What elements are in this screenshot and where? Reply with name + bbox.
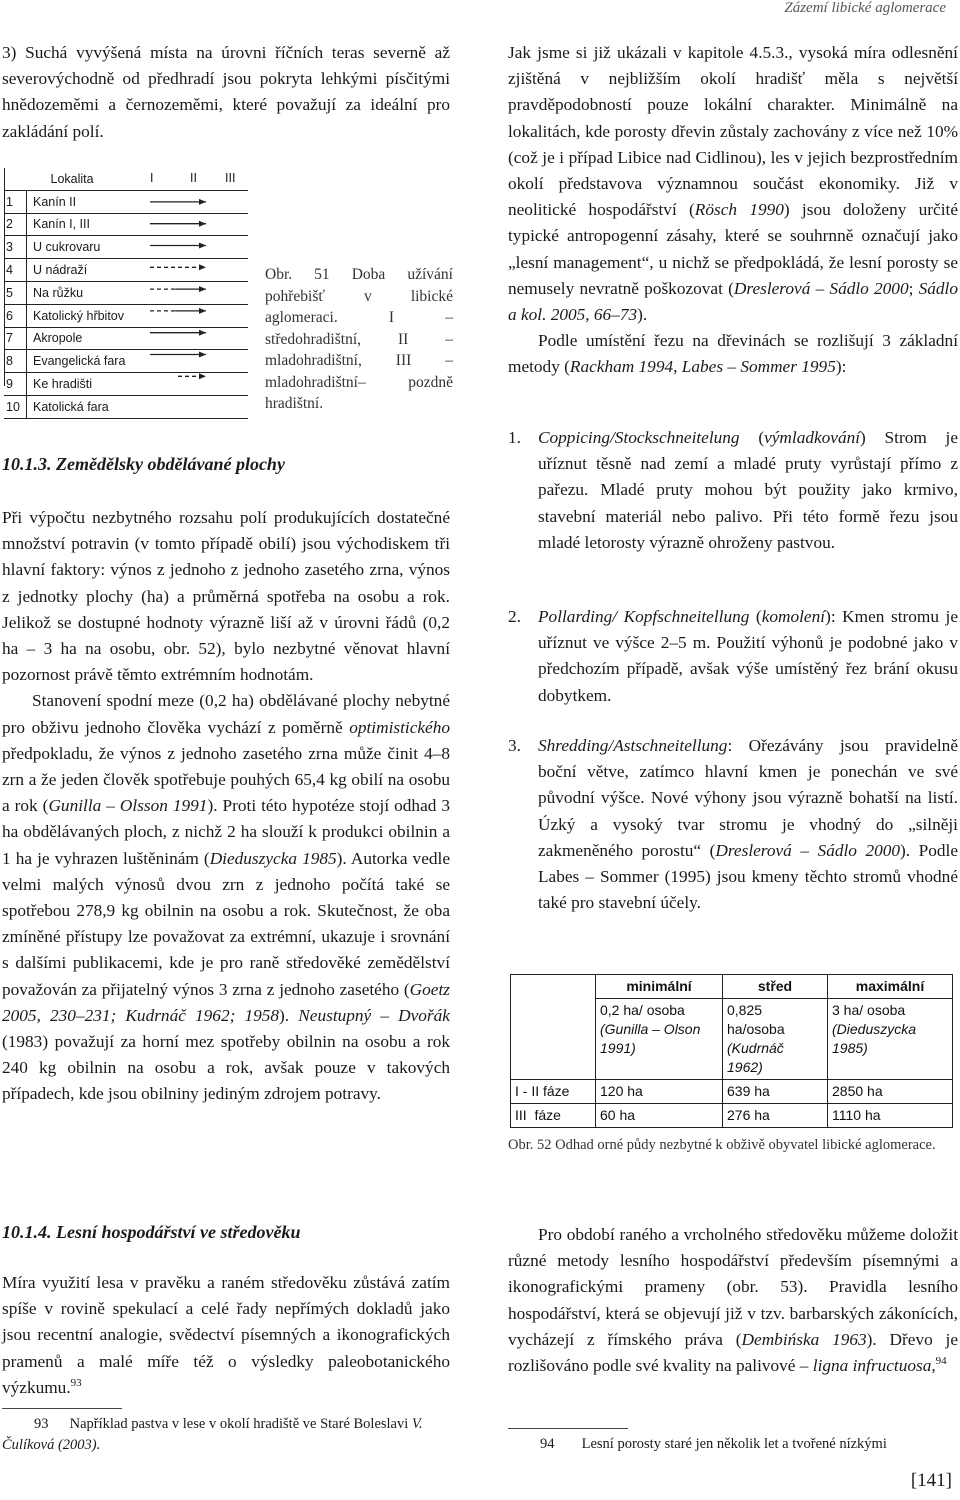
period-label-1: I bbox=[150, 171, 154, 185]
locality-number: 7 bbox=[4, 327, 27, 350]
row-label: I - II fáze bbox=[511, 1080, 596, 1104]
section-10-1-3-body bbox=[2, 505, 450, 1108]
usage-bar bbox=[150, 264, 206, 270]
footnote-94: 94 Lesní porosty staré jen několik let a tvořené nízkými bbox=[540, 1436, 887, 1452]
locality-number: 1 bbox=[4, 190, 27, 213]
method-item-3: 3. Shredding/Astschneitellung: Ořezávány jsou pravidelně boční větve, zatímco hlavní kmen je ponechán ve své původní výšce. Nové výhony jsou výrazně bohatší na listí. Úzký a vysoký tvar stromu je vhodný do „silněji zakmeněného porostu“ (Dreslerová – Sádlo 2000). Podle Labes – Sommer (1995) jsou kmeny těchto stromů vhodné také pro stavební účely. bbox=[508, 736, 959, 913]
col-header-min: minimální bbox=[596, 975, 723, 999]
right-paragraph-2: Podle umístění řezu na dřevinách se rozlišují 3 základní metody (Rackham 1994, Labes – Sommer 1995): bbox=[508, 331, 958, 377]
locality-name: Akropole bbox=[27, 327, 249, 350]
arrow-head-icon bbox=[199, 308, 206, 314]
period-label-3: III bbox=[225, 171, 236, 185]
usage-bar bbox=[178, 373, 206, 379]
table-cell: 60 ha bbox=[596, 1104, 723, 1128]
footnote-ref-93: 93 bbox=[70, 1377, 82, 1390]
arrow-head-icon bbox=[199, 243, 206, 249]
section-heading-10-1-4: 10.1.4. Lesní hospodářství ve středověku bbox=[2, 1222, 301, 1242]
locality-name: Kanín II bbox=[27, 190, 249, 213]
arrow-head-icon bbox=[199, 352, 206, 358]
table-cell: 1110 ha bbox=[828, 1104, 953, 1128]
cutting-methods-list bbox=[508, 425, 958, 556]
usage-bar bbox=[150, 221, 206, 227]
right-paragraph-3: Pro období raného a vrcholného středověku můžeme doložit různé metody lesního hospodářství především písemnými a ikonografickými prameny (obr. 53). Pravidla lesního hospodářství, která se objevují již v tzv. barbarských zákonících, vycházejí z římského práva (Dembińska 1963). Dřevo je rozlišováno podle své kvality na palivové – ligna infructuosa,$^{94}$ bbox=[508, 1225, 959, 1376]
arrow-head-icon bbox=[199, 264, 206, 270]
cutting-methods-list-2 bbox=[508, 604, 958, 709]
table-source-row bbox=[511, 999, 953, 1080]
running-header: Zázemí libické aglomerace bbox=[784, 0, 946, 16]
footnote-rule-left bbox=[2, 1408, 122, 1409]
usage-bar bbox=[150, 286, 206, 292]
locality-name: U nádraží bbox=[27, 259, 249, 282]
usage-chart-header-row bbox=[4, 168, 248, 190]
locality-name: U cukrovaru bbox=[27, 236, 249, 259]
usage-bar bbox=[150, 352, 206, 358]
footnote-93: 93 Například pastva v lese v okolí hradiště ve Staré Boleslavi V. Čulíková (2003). bbox=[2, 1416, 423, 1453]
section-10-1-3-paragraph-1: Při výpočtu nezbytného rozsahu polí produkujících dostatečné množství potravin (v tomto případě obilí) jsou východiskem tři hlavní faktory: výnos z jednoho z jednoho zasetého zrna, výnos z jednotky plochy (ha) a průměrná spotřeba na osobu a rok. Jelikož se dostupné hodnoty výrazně liší až v úrovni řádů (0,2 ha – 3 ha na osobu, obr. 52), bylo nezbytné věnovat hlavní pozornost právě těmto extrémním hodnotám. bbox=[2, 508, 450, 685]
locality-number: 6 bbox=[4, 304, 27, 327]
locality-row bbox=[4, 395, 248, 418]
right-paragraph-1: Jak jsme si již ukázali v kapitole 4.5.3., vysoká míra odlesnění zjištěná v nejbližším okolí hradišť měla s největší pravděpodobností pouze lokální charakter. Minimálně na lokalitách, kde porosty dřevin zůstaly zachovány z více než 10% (což je i případ Libice nad Cidlinou), les v jejich bezprostředním okolí představova významnou součást ekonomiky. Již v neolitické hospodářství (Rösch 1990) jsou doloženy určité typické antropogenní zásahy, které se souhrnně označují jako „lesní management“, u nichž se předpokládá, že lesní porosty se nemusely nevratně poškozovat (Dreslerová – Sádlo 2000; Sádlo a kol. 2005, 66–73). bbox=[508, 43, 958, 325]
source-min: 0,2 ha/ osoba (Gunilla – Olson 1991) bbox=[596, 999, 723, 1080]
locality-number: 3 bbox=[4, 236, 27, 259]
source-max: 3 ha/ osoba (Dieduszycka 1985) bbox=[828, 999, 953, 1080]
col-header-mid: střed bbox=[723, 975, 828, 999]
section-10-1-3-paragraph-2: Stanovení spodní meze (0,2 ha) obdělávané plochy nebytné pro obživu jednoho člověka vychází z poměrně optimistického předpokladu, že výnos z jednoho zasetého zrna může činit 4–8 zrn a že jeden člověk spotřebuje pouhých 65,4 kg obilí na osobu a rok (Gunilla – Olsson 1991). Proti této hypotéze stojí odhad 3 ha obdělávaných ploch, z nichž 2 ha slouží k produkci obilnin a 1 ha je vyhrazen luštěninám (Dieduszycka 1985). Autorka vedle velmi malých výnosů dvou zrn z jednoho počítá také se spotřebou 278,9 kg obilnin na osobu a rok. Skutečnost, že oba zmíněné přístupy lze považovat za extrémní, ukazuje i srovnání s dalšími publikacemi, kde je pro raně středověké zemědělství považován za přijatelný výnos 3 zrna z jednoho zasetého (Goetz 2005, 230–231; Kudrnáč 1962; 1958). Neustupný – Dvořák (1983) považují za horní mez spotřeby obilnin na osobu a rok 240 kg obilnin na osobu a rok, avšak pouze v takových případech, kde jsou obilniny jediným zdrojem potravy. bbox=[2, 691, 451, 1104]
method-item-2: 2. Pollarding/ Kopfschneitellung (komolení): Kmen stromu je uříznut ve výšce 2–5 m. Použití výhonů je podobné jako v předchozím případě, avšak výše umístěný řez brání okusu dobytkem. bbox=[508, 607, 959, 705]
period-label-2: II bbox=[190, 171, 197, 185]
usage-bars-svg bbox=[150, 190, 240, 386]
table-row bbox=[511, 1080, 953, 1104]
source-mid: 0,825 ha/osoba (Kudrnáč 1962) bbox=[723, 999, 828, 1080]
figure-52-caption: Obr. 52 Odhad orné půdy nezbytné k obživě obyvatel libické aglomerace. bbox=[508, 1137, 936, 1153]
footnote-rule-right bbox=[508, 1428, 628, 1429]
locality-name: Ke hradišti bbox=[27, 373, 249, 396]
table-row bbox=[511, 1104, 953, 1128]
locality-number: 8 bbox=[4, 350, 27, 373]
arrow-head-icon bbox=[199, 373, 206, 379]
method-item-1: 1. Coppicing/Stockschneitelung (výmladkování) Strom je uříznut těsně nad zemí a mladé pruty vyrůstají přímo z pařezu. Mladé pruty mohou být použity jako krmivo, stavební materiál nebo palivo. Při této formě řezu jsou mladé letorosty výrazně ohroženy pastvou. bbox=[508, 428, 958, 552]
arrow-head-icon bbox=[199, 286, 206, 292]
usage-bar bbox=[150, 243, 206, 249]
page-number: [141] bbox=[910, 1470, 952, 1491]
locality-name: Katolický hřbitov bbox=[27, 304, 249, 327]
locality-number: 5 bbox=[4, 281, 27, 304]
arrow-head-icon bbox=[199, 330, 206, 336]
locality-number: 10 bbox=[4, 395, 27, 418]
table-cell: 639 ha bbox=[723, 1080, 828, 1104]
figure-52-table bbox=[510, 974, 953, 1128]
table-cell: 2850 ha bbox=[828, 1080, 953, 1104]
usage-bar bbox=[150, 199, 206, 205]
row-label: III fáze bbox=[511, 1104, 596, 1128]
locality-name: Kanín I, III bbox=[27, 213, 249, 236]
usage-bar bbox=[150, 330, 206, 336]
locality-name: Evangelická fara bbox=[27, 350, 249, 373]
section-10-1-4-paragraph: Míra využití lesa v pravěku a raném středověku zůstává zatím spíše v rovině spekulací a celé řady nepřímých dokladů jako jsou recentní analogie, svědectví písemných a ikonografických pramenů a malé míře též o výsledky paleobotanického výzkumu.$^{93}$ bbox=[2, 1273, 450, 1397]
right-column-intro bbox=[508, 40, 958, 381]
arrow-head-icon bbox=[199, 221, 206, 227]
arrow-head-icon bbox=[199, 199, 206, 205]
locality-number: 4 bbox=[4, 259, 27, 282]
cutting-methods-list-3 bbox=[508, 733, 958, 916]
usage-bar bbox=[150, 308, 206, 314]
chart-header-label: Lokalita bbox=[27, 168, 249, 190]
locality-number: 9 bbox=[4, 373, 27, 396]
table-cell: 276 ha bbox=[723, 1104, 828, 1128]
locality-number: 2 bbox=[4, 213, 27, 236]
table-header-row bbox=[511, 975, 953, 999]
locality-name: Katolická fara bbox=[27, 395, 249, 418]
figure-51-caption: Obr. 51 Doba užívání pohřebišť v libické aglomeraci. I – středohradištní, II – mladohradištní, III – mladohradištní– pozdně hradištní. bbox=[265, 266, 453, 412]
col-header-max: maximální bbox=[828, 975, 953, 999]
table-cell: 120 ha bbox=[596, 1080, 723, 1104]
section-heading-10-1-3: 10.1.3. Zemědělsky obdělávané plochy bbox=[2, 454, 285, 474]
left-intro-paragraph: 3) Suchá vyvýšená místa na úrovni říčních teras severně až severovýchodně od předhradí jsou pokryta lehkými písčitými hnědozeměmi a černozeměmi, které považují za ideální pro zakládání polí. bbox=[2, 43, 450, 141]
locality-name: Na růžku bbox=[27, 281, 249, 304]
footnote-ref-94: 94 bbox=[935, 1355, 947, 1368]
